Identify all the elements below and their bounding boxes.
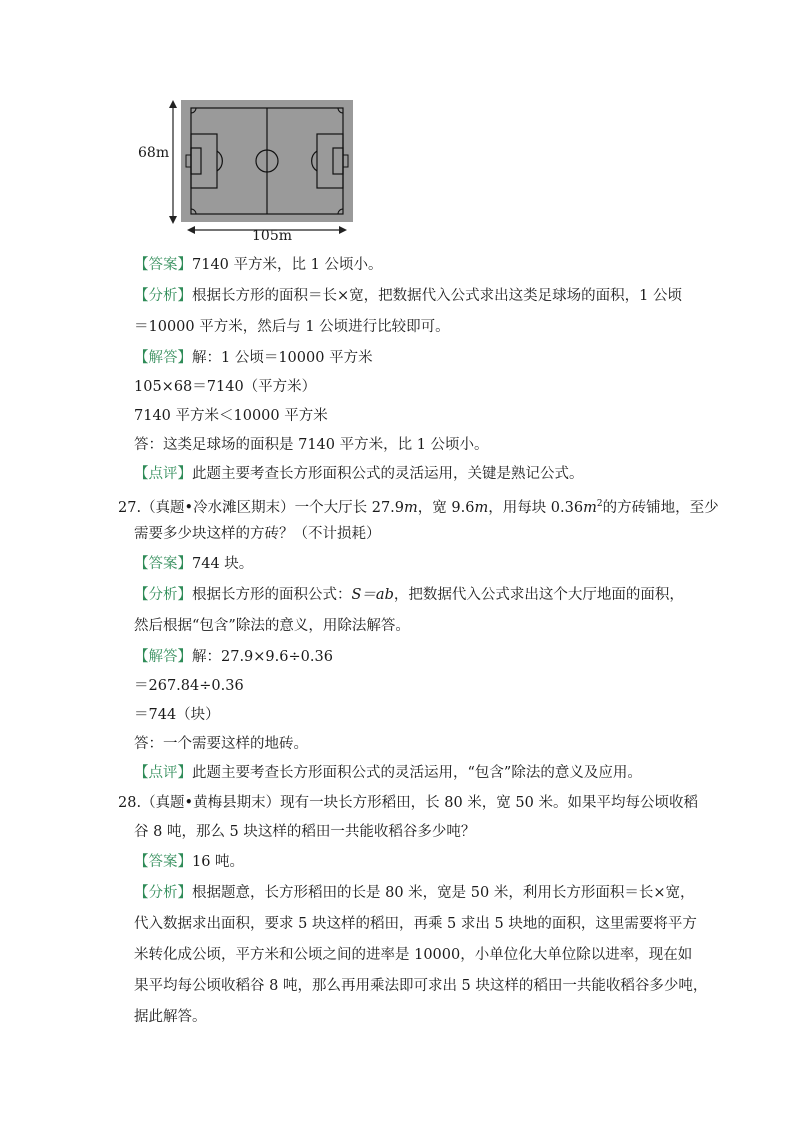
q27-stem-line-2: 需要多少块这样的方砖？（不计损耗） <box>134 526 381 542</box>
football-field-diagram <box>165 96 360 244</box>
q27-stem-line-1: 27.（真题•冷水滩区期末）一个大厅长 27.9m，宽 9.6m，用每块 $0.36m^2$的方砖铺地，至少 <box>118 499 719 516</box>
height-arrow-bottom <box>169 216 177 224</box>
field-width-label: 105m <box>252 228 292 244</box>
width-arrow-left <box>187 226 195 234</box>
q26-solution-line-1: 【解答】解：1 公顷＝10000 平方米 <box>134 350 373 366</box>
q26-solution-line-2: 105×68＝7140（平方米） <box>134 379 317 395</box>
q28-analysis-line-5: 据此解答。 <box>134 1009 207 1025</box>
q27-answer: 【答案】744 块。 <box>134 556 254 572</box>
q28-analysis-line-4: 果平均每公顷收稻谷 8 吨，那么再用乘法即可求出 5 块这样的稻田一共能收稻谷多少吨， <box>134 978 708 994</box>
q26-analysis-line-1: 【分析】根据长方形的面积＝长×宽，把数据代入公式求出这类足球场的面积，1 公顷 <box>134 288 682 304</box>
q27-analysis-line-2: 然后根据“包含”除法的意义，用除法解答。 <box>134 618 410 634</box>
q26-answer: 【答案】7140 平方米，比 1 公顷小。 <box>134 257 383 273</box>
height-arrow-top <box>169 100 177 108</box>
q28-analysis-line-2: 代入数据求出面积，要求 5 块这样的稻田，再乘 5 求出 5 块地的面积，这里需要将平方 <box>134 916 697 932</box>
q27-analysis-line-1: 【分析】根据长方形的面积公式：S＝ab，把数据代入公式求出这个大厅地面的面积， <box>134 587 684 603</box>
q27-solution-line-1: 【解答】解：27.9×9.6÷0.36 <box>134 649 333 665</box>
field-height-label: 68m <box>138 145 170 161</box>
q27-solution-line-2: ＝267.84÷0.36 <box>134 678 244 694</box>
q26-solution-line-3: 7140 平方米＜10000 平方米 <box>134 408 328 424</box>
q28-answer: 【答案】16 吨。 <box>134 854 245 870</box>
q27-solution-line-3: ＝744（块） <box>134 707 220 723</box>
q26-review: 【点评】此题主要考查长方形面积公式的灵活运用，关键是熟记公式。 <box>134 466 584 482</box>
q26-solution-line-4: 答：这类足球场的面积是 7140 平方米，比 1 公顷小。 <box>134 437 489 453</box>
q27-review: 【点评】此题主要考查长方形面积公式的灵活运用，“包含”除法的意义及应用。 <box>134 765 642 781</box>
width-arrow-right <box>339 226 347 234</box>
q28-analysis-line-3: 米转化成公顷，平方米和公顷之间的进率是 10000，小单位化大单位除以进率，现在如 <box>134 947 693 963</box>
q28-stem-line-1: 28.（真题•黄梅县期末）现有一块长方形稻田，长 80 米，宽 50 米。如果平均每公顷收稻 <box>118 795 698 811</box>
q28-stem-line-2: 谷 8 吨，那么 5 块这样的稻田一共能收稻谷多少吨？ <box>134 824 476 840</box>
q27-solution-line-4: 答：一个需要这样的地砖。 <box>134 736 308 752</box>
q26-analysis-line-2: ＝10000 平方米，然后与 1 公顷进行比较即可。 <box>134 319 450 335</box>
q28-analysis-line-1: 【分析】根据题意，长方形稻田的长是 80 米，宽是 50 米，利用长方形面积＝长×宽， <box>134 885 695 901</box>
